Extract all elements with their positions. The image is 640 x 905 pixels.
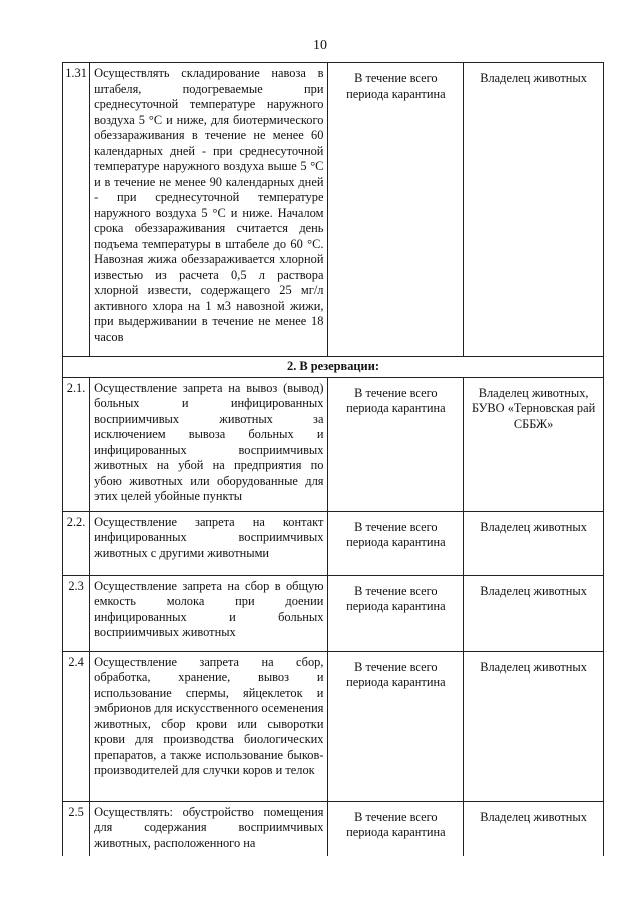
measure-responsible: Владелец животных, БУВО «Терновская рай СББЖ» xyxy=(464,377,604,511)
table-row xyxy=(63,377,604,511)
measure-text: Осуществление запрета на вывоз (вывод) больных и инфицированных восприимчивых животных за исключением вывоза больных и инфицированных восприимчивых животных на убой на предприятия по убою животных или оборудованные для этих целей убойные пункты xyxy=(90,377,328,511)
row-number: 2.4 xyxy=(63,651,90,801)
measure-term: В течение всего периода карантина xyxy=(328,575,464,651)
measure-term: В течение всего периода карантина xyxy=(328,377,464,511)
measure-text: Осуществлять: обустройство помещения для содержания восприимчивых животных, расположенного на xyxy=(90,801,328,856)
measure-responsible: Владелец животных xyxy=(464,511,604,575)
row-number: 2.3 xyxy=(63,575,90,651)
measure-text: Осуществление запрета на сбор, обработка, хранение, вывоз и использование спермы, яйцеклеток и эмбрионов для искусственного осеменения животных, сбор крови или сыворотки крови для производства биологических препаратов, а также использование быков-производителей для случки коров и телок xyxy=(90,651,328,801)
measure-term: В течение всего периода карантина xyxy=(328,801,464,856)
measure-term: В течение всего периода карантина xyxy=(328,63,464,357)
table-row xyxy=(63,651,604,801)
page-number: 10 xyxy=(313,38,327,53)
measure-text: Осуществление запрета на контакт инфицированных восприимчивых животных с другими животными xyxy=(90,511,328,575)
measures-table xyxy=(62,62,604,856)
row-number: 1.31 xyxy=(63,63,90,357)
measure-responsible: Владелец животных xyxy=(464,575,604,651)
table-row xyxy=(63,63,604,357)
table-row xyxy=(63,801,604,856)
table-row xyxy=(63,575,604,651)
measure-text: Осуществлять складирование навоза в штабеля, подогреваемые при среднесуточной температуре наружного воздуха 5 °С и ниже, для биотермического обеззараживания в течение не менее 60 календарных дней - при среднесуточной температуре наружного воздуха выше 5 °С и в течение не менее 90 календарных дней - при среднесуточной температуре наружного воздуха 5 °С и ниже. Началом срока обеззараживания считается день подъема температуры в штабеле до 60 °С. Навозная жижа обеззараживается хлорной известью из расчета 0,5 л раствора хлорной извести, содержащего 25 мг/л активного хлора на 1 м3 навозной жижи, при выдерживании в течение не менее 18 часов xyxy=(90,63,328,357)
measure-text: Осуществление запрета на сбор в общую емкость молока при доении инфицированных и больных восприимчивых животных xyxy=(90,575,328,651)
measure-term: В течение всего периода карантина xyxy=(328,651,464,801)
row-number: 2.1. xyxy=(63,377,90,511)
row-number: 2.5 xyxy=(63,801,90,856)
table-row xyxy=(63,511,604,575)
section-row xyxy=(63,357,604,378)
measure-responsible: Владелец животных xyxy=(464,651,604,801)
row-number: 2.2. xyxy=(63,511,90,575)
measure-responsible: Владелец животных xyxy=(464,801,604,856)
section-title: 2. В резервации: xyxy=(63,357,604,378)
measure-term: В течение всего периода карантина xyxy=(328,511,464,575)
measure-responsible: Владелец животных xyxy=(464,63,604,357)
